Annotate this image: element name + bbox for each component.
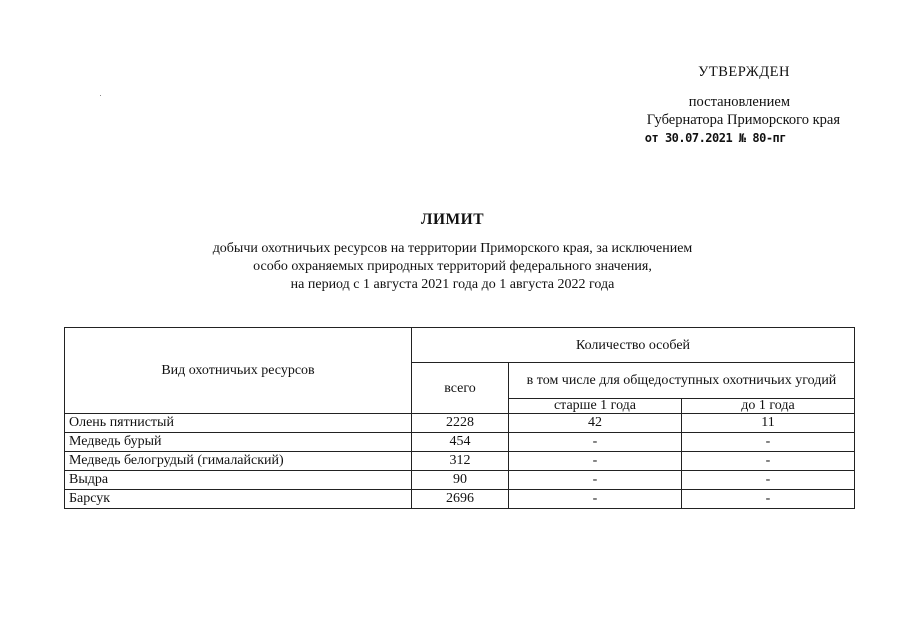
row-total: 90 — [412, 471, 509, 490]
row-total: 2696 — [412, 490, 509, 509]
limit-table — [64, 327, 855, 509]
table-row — [65, 433, 855, 452]
document-title: ЛИМИТ — [420, 211, 485, 228]
table-row — [65, 452, 855, 471]
row-younger: - — [682, 452, 855, 471]
header-total: всего — [412, 363, 509, 414]
table-row — [65, 490, 855, 509]
header-species: Вид охотничьих ресурсов — [65, 328, 412, 414]
approval-heading: УТВЕРЖДЕН — [698, 64, 790, 80]
row-species: Выдра — [65, 471, 412, 490]
row-total: 312 — [412, 452, 509, 471]
row-older: - — [509, 433, 682, 452]
approval-line-resolution: постановлением — [688, 94, 790, 110]
table-row — [65, 414, 855, 433]
subtitle-line-3: на период с 1 августа 2021 года до 1 августа 2022 года — [290, 277, 615, 292]
subtitle-line-1: добычи охотничьих ресурсов на территории Приморского края, за исключением — [212, 241, 693, 256]
row-species: Олень пятнистый — [65, 414, 412, 433]
row-younger: - — [682, 490, 855, 509]
subtitle-line-2: особо охраняемых природных территорий федерального значения, — [253, 259, 652, 274]
row-total: 2228 — [412, 414, 509, 433]
header-younger: до 1 года — [682, 398, 855, 413]
header-older: старше 1 года — [509, 398, 682, 413]
row-older: - — [509, 471, 682, 490]
row-older: 42 — [509, 414, 682, 433]
row-older: - — [509, 452, 682, 471]
row-total: 454 — [412, 433, 509, 452]
scan-speck — [100, 95, 101, 96]
header-quantity: Количество особей — [412, 328, 855, 363]
row-younger: - — [682, 433, 855, 452]
approval-line-governor: Губернатора Приморского края — [646, 112, 840, 128]
row-species: Барсук — [65, 490, 412, 509]
table-row — [65, 471, 855, 490]
row-younger: 11 — [682, 414, 855, 433]
row-younger: - — [682, 471, 855, 490]
approval-date-number: от 30.07.2021 № 80-пг — [644, 131, 786, 145]
row-older: - — [509, 490, 682, 509]
header-row-1 — [65, 328, 855, 363]
header-including: в том числе для общедоступных охотничьих угодий — [509, 363, 855, 399]
row-species: Медведь бурый — [65, 433, 412, 452]
row-species: Медведь белогрудый (гималайский) — [65, 452, 412, 471]
